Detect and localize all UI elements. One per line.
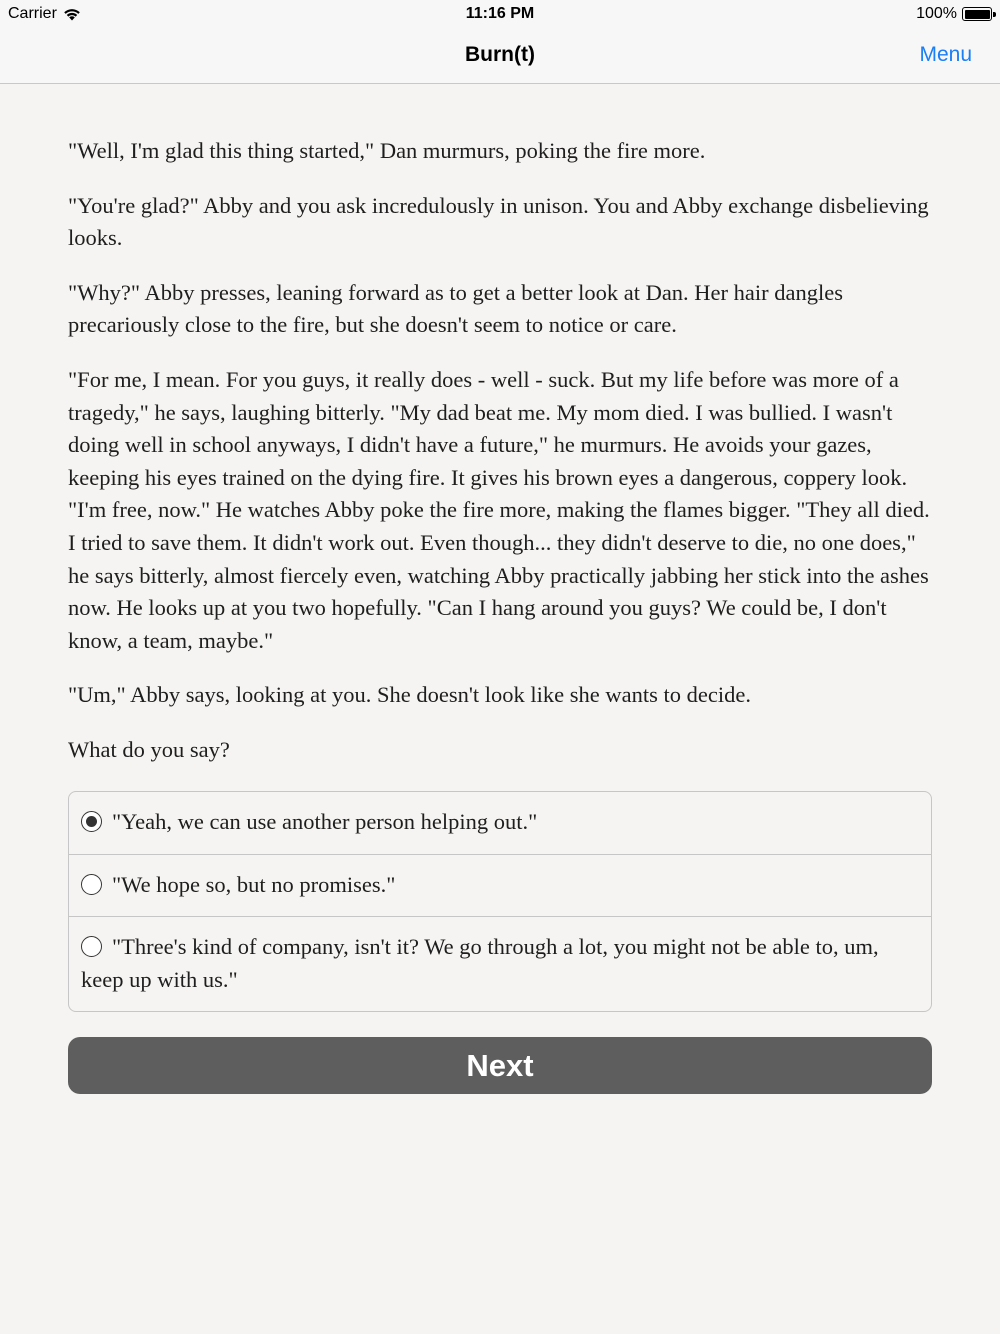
battery-group [916, 5, 992, 23]
choice-list [68, 791, 932, 1012]
story-text [68, 135, 934, 789]
choice-option-3[interactable] [69, 917, 931, 1011]
battery-icon [962, 7, 992, 21]
story-paragraph: "You're glad?" Abby and you ask incredulously in unison. You and Abby exchange disbelieving looks. [68, 192, 929, 251]
status-time: 11:16 PM [465, 5, 535, 22]
battery-percent: 100% [916, 5, 957, 22]
navigation-bar [0, 28, 1000, 84]
radio-unselected-icon[interactable] [81, 874, 102, 895]
story-paragraph: "Um," Abby says, looking at you. She doesn't look like she wants to decide. [68, 682, 751, 708]
story-paragraph: "For me, I mean. For you guys, it really does - well - suck. But my life before was more of a tragedy," he says, laughing bitterly. "My dad beat me. My mom died. I was bullied. I wasn't doing well in school anyways, I didn't have a future," he murmurs. He avoids your gazes, keeping his eyes trained on the dying fire. It gives his brown eyes a dangerous, coppery look. "I'm free, now." He watches Abby poke the fire more, making the flames bigger. "They all died. I tried to save them. It didn't work out. Even though... they didn't deserve to die, no one does," he says bitterly, almost fiercely even, watching Abby practically jabbing her stick into the ashes now. He looks up at you two hopefully. "Can I hang around you guys? We could be, I don't know, a team, maybe." [68, 366, 930, 653]
choice-label: "Yeah, we can use another person helping out." [112, 809, 538, 834]
status-bar [0, 0, 1000, 28]
next-button[interactable]: Next [68, 1037, 932, 1094]
choice-label: "We hope so, but no promises." [112, 871, 396, 897]
carrier-label: Carrier [8, 5, 57, 22]
choice-option-1[interactable] [69, 792, 931, 855]
choice-option-2[interactable] [69, 855, 931, 918]
story-paragraph: "Why?" Abby presses, leaning forward as to get a better look at Dan. Her hair dangles precariously close to the fire, but she doesn't seem to notice or care. [68, 279, 843, 338]
story-paragraph: "Well, I'm glad this thing started," Dan murmurs, poking the fire more. [68, 138, 706, 163]
choice-prompt: What do you say? [68, 736, 230, 762]
menu-button[interactable]: Menu [919, 43, 972, 66]
radio-selected-icon[interactable] [81, 811, 102, 832]
radio-unselected-icon[interactable] [81, 936, 102, 957]
page-title: Burn(t) [465, 43, 535, 66]
choice-label: "Three's kind of company, isn't it? We go through a lot, you might not be able to, um, keep up with us." [81, 934, 879, 992]
